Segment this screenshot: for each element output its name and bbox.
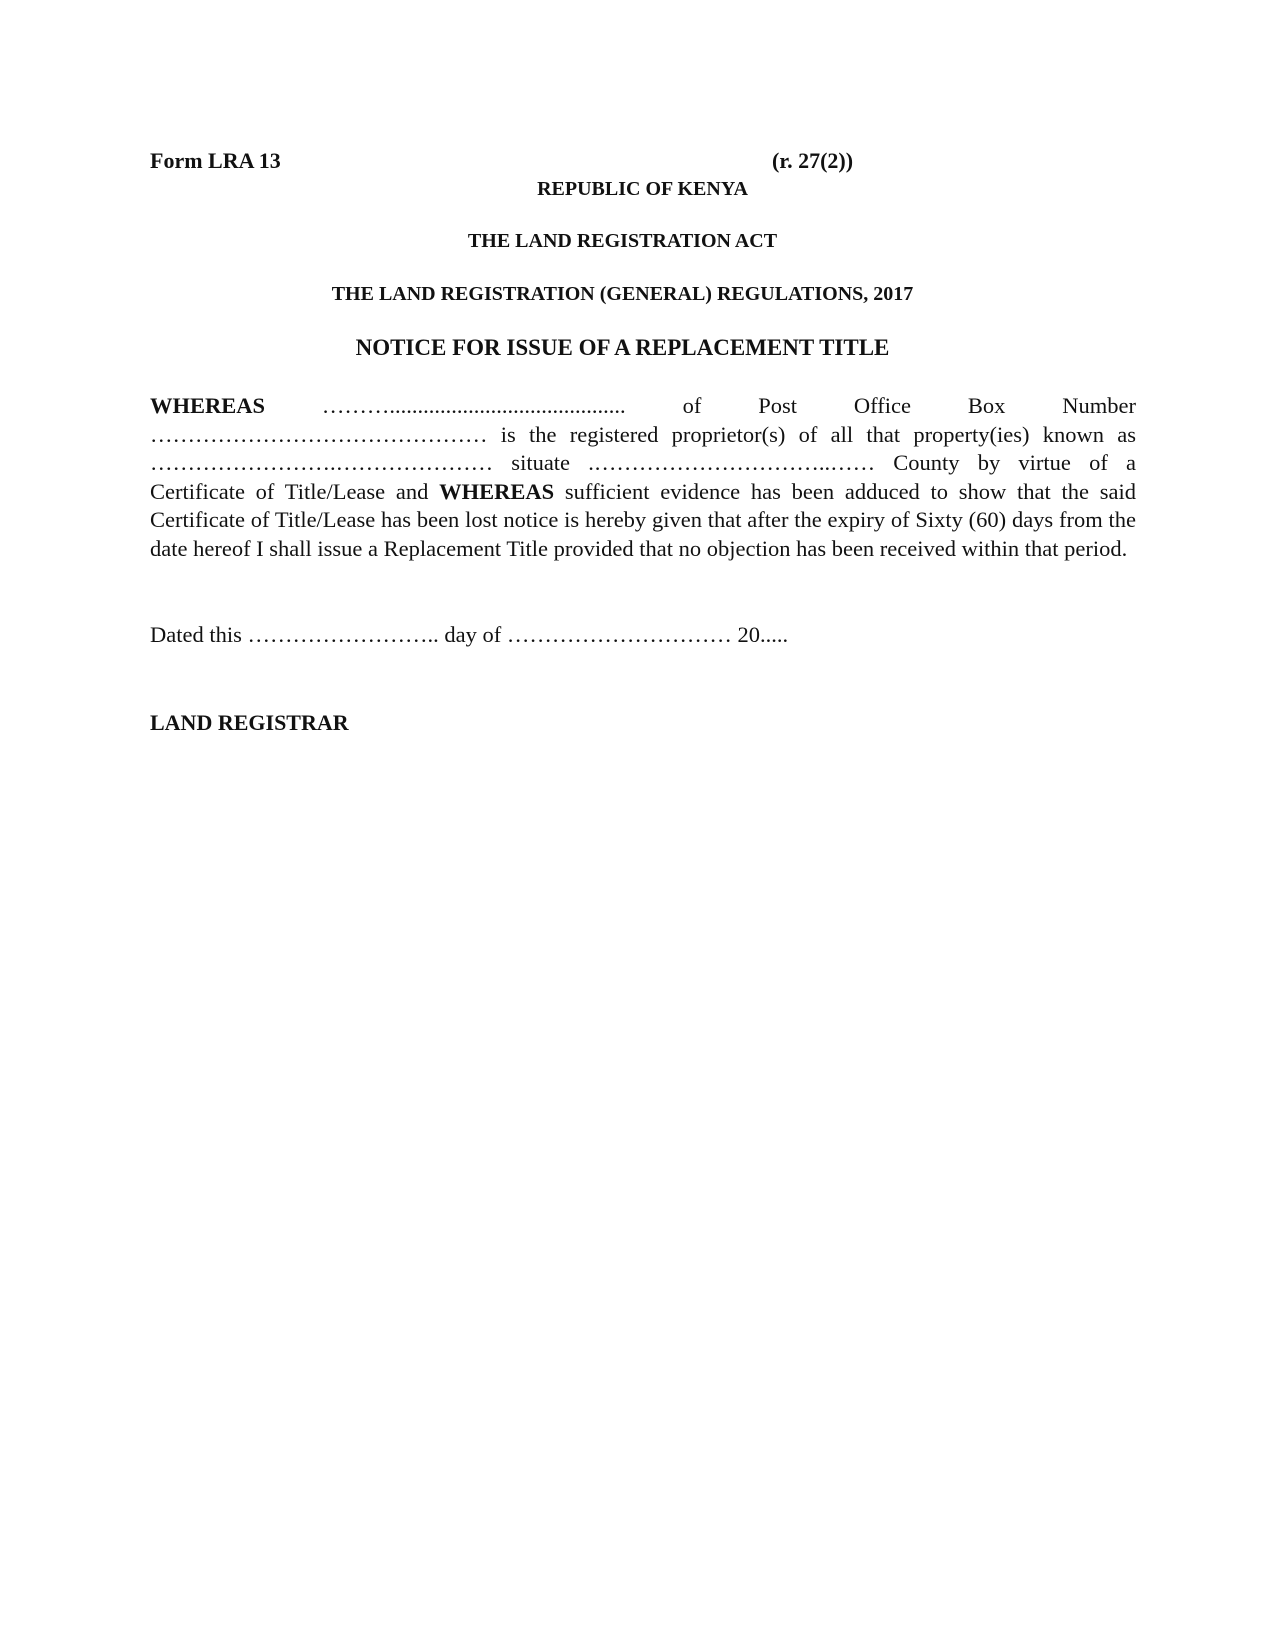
whereas-keyword: WHEREAS xyxy=(150,393,266,418)
body-text-part-2: sufficient evidence has been adduced to show that the said Certificate of Title/Lease has been lost notice is hereby given that after the expiry of Sixty (60) days from the date hereof I shall issue a Replacement Title provided that no objection has been received within that period. xyxy=(150,478,1136,561)
signatory-title: LAND REGISTRAR xyxy=(150,710,349,735)
body-text-part-1: ……….......................................... of Post Office Box Number ……………………………………… is the registered proprietor(s) of all that property(ies) known as …………………….………………… situate .…………………………..…… County by virtue of a Certificate of Title/Lease and xyxy=(150,393,1136,504)
form-id: Form LRA 13 xyxy=(150,148,281,173)
whereas-keyword: WHEREAS xyxy=(439,478,555,504)
notice-title: NOTICE FOR ISSUE OF A REPLACEMENT TITLE xyxy=(355,335,890,360)
rule-reference: (r. 27(2)) xyxy=(772,148,854,173)
heading-regulations: THE LAND REGISTRATION (GENERAL) REGULATIONS, 2017 xyxy=(331,283,914,305)
form-header xyxy=(150,148,870,178)
notice-body-paragraph xyxy=(150,392,1136,563)
dated-line: Dated this …………………….. day of ………………………… 20..... xyxy=(150,622,789,647)
heading-act: THE LAND REGISTRATION ACT xyxy=(467,230,778,252)
heading-republic: REPUBLIC OF KENYA xyxy=(537,178,748,200)
